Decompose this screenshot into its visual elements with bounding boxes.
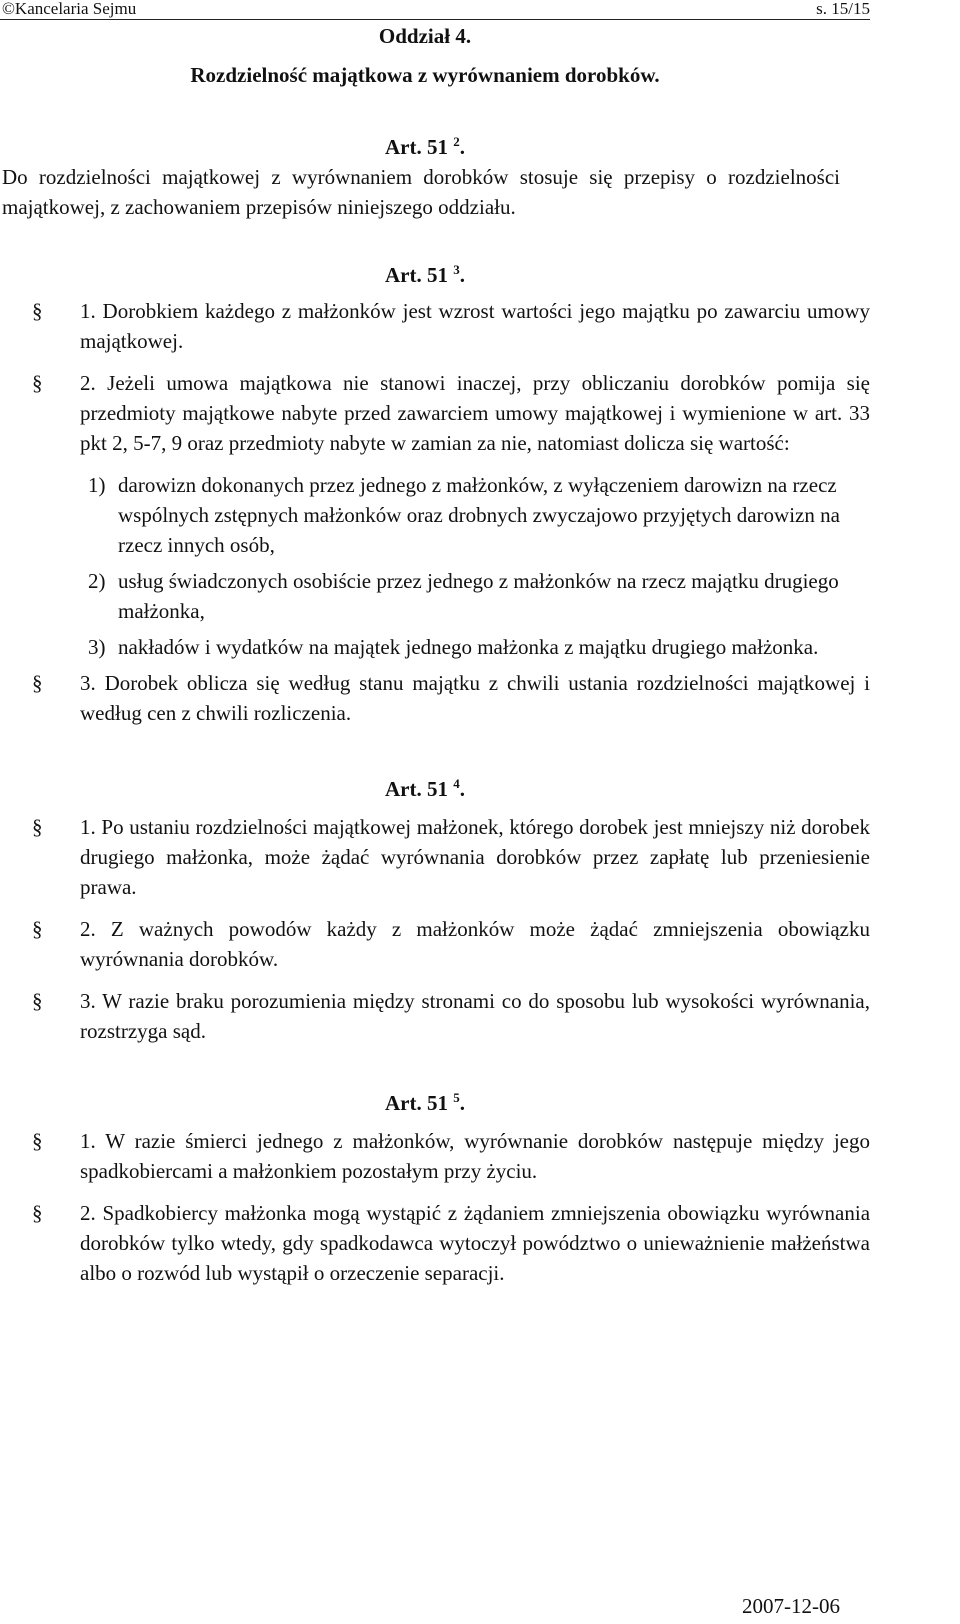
paragraph-text: W razie śmierci jednego z małżonków, wyrównanie dorobków następuje między jego spadkobiercami a małżonkiem pozostałym przy życiu. [80, 1129, 871, 1183]
paragraph-51-3-2 [32, 368, 871, 458]
paragraph-number: 1. [80, 299, 96, 323]
list-item [88, 470, 858, 560]
section-symbol: § [32, 917, 43, 941]
paragraph-number: 2. [80, 1201, 96, 1225]
chapter-subtitle: Rozdzielność majątkowa z wyrównaniem dorobków. [190, 63, 660, 87]
section-symbol: § [32, 1201, 43, 1225]
paragraph-text: Jeżeli umowa majątkowa nie stanowi inaczej, przy obliczaniu dorobków pomija się przedmioty majątkowe nabyte przed zawarciem umowy majątkowej i wymienione w art. 33 pkt 2, 5-7, 9 oraz przedmioty nabyte w zamian za nie, natomiast dolicza się wartość: [80, 371, 871, 455]
article-heading-51-4: Art. 51 $^4$. [385, 776, 465, 801]
header-page-number: s. 15/15 [816, 0, 870, 18]
section-symbol: § [32, 815, 43, 839]
list-item-number: 3) [88, 635, 106, 659]
paragraph-text: W razie braku porozumienia między stronami co do sposobu lub wysokości wyrównania, rozstrzyga sąd. [80, 989, 870, 1043]
paragraph-51-3-1 [32, 296, 871, 356]
chapter-title: Oddział 4. [378, 24, 472, 48]
paragraph-51-4-3 [32, 986, 870, 1046]
paragraph-text: Spadkobiercy małżonka mogą wystąpić z żądaniem zmniejszenia obowiązku wyrównania dorobków tylko wtedy, gdy spadkodawca wytoczył powództwo o unieważnienie małżeństwa albo o rozwód lub wystąpił o orzeczenie separacji. [80, 1201, 871, 1285]
section-symbol: § [32, 1129, 43, 1153]
paragraph-number: 2. [80, 371, 96, 395]
article-heading-51-3: Art. 51 $^3$. [385, 262, 465, 287]
paragraph-number: 3. [80, 671, 96, 695]
paragraph-number: 2. [80, 917, 96, 941]
document-body [0, 18, 960, 1288]
article-51-2-text: Do rozdzielności majątkowej z wyrównaniem dorobków stosuje się przepisy o rozdzielności majątkowej, z zachowaniem przepisów niniejszego oddziału. [2, 165, 840, 219]
enumeration-list [88, 470, 858, 662]
paragraph-51-3-3 [32, 668, 871, 728]
section-symbol: § [32, 299, 43, 323]
paragraph-number: 1. [80, 815, 96, 839]
article-heading-51-5: Art. 51 $^5$. [385, 1090, 465, 1115]
section-symbol: § [32, 989, 43, 1013]
list-item-number: 1) [88, 473, 106, 497]
list-item-text: darowizn dokonanych przez jednego z małżonków, z wyłączeniem darowizn na rzecz wspólnych zstępnych małżonków oraz drobnych zwyczajowo przyjętych darowizn na rzecz innych osób, [118, 473, 840, 557]
paragraph-51-4-2 [32, 914, 870, 974]
paragraph-text: Po ustaniu rozdzielności majątkowej małżonek, którego dorobek jest mniejszy niż dorobek drugiego małżonka, może żądać wyrównania dorobków przez zapłatę lub przeniesienie prawa. [80, 815, 870, 899]
paragraph-text: Dorobek oblicza się według stanu majątku z chwili ustania rozdzielności majątkowej i według cen z chwili rozliczenia. [80, 671, 871, 725]
paragraph-number: 1. [80, 1129, 96, 1153]
paragraph-text: Z ważnych powodów każdy z małżonków może żądać zmniejszenia obowiązku wyrównania dorobków. [80, 917, 870, 971]
article-heading-51-2: Art. 51 $^2$. [385, 134, 465, 159]
section-symbol: § [32, 671, 43, 695]
list-item [88, 632, 858, 662]
list-item-text: nakładów i wydatków na majątek jednego małżonka z majątku drugiego małżonka. [118, 635, 819, 659]
section-symbol: § [32, 371, 43, 395]
list-item [88, 566, 858, 626]
header-publisher: ©Kancelaria Sejmu [2, 0, 137, 18]
paragraph-51-5-1 [32, 1126, 871, 1186]
paragraph-51-5-2 [32, 1198, 871, 1288]
footer-date: 2007-12-06 [742, 1594, 840, 1618]
paragraph-text: Dorobkiem każdego z małżonków jest wzrost wartości jego majątku po zawarciu umowy majątkowej. [80, 299, 871, 353]
paragraph-number: 3. [80, 989, 96, 1013]
list-item-text: usług świadczonych osobiście przez jednego z małżonków na rzecz majątku drugiego małżonka, [118, 569, 839, 623]
list-item-number: 2) [88, 569, 106, 593]
paragraph-51-4-1 [32, 812, 870, 902]
